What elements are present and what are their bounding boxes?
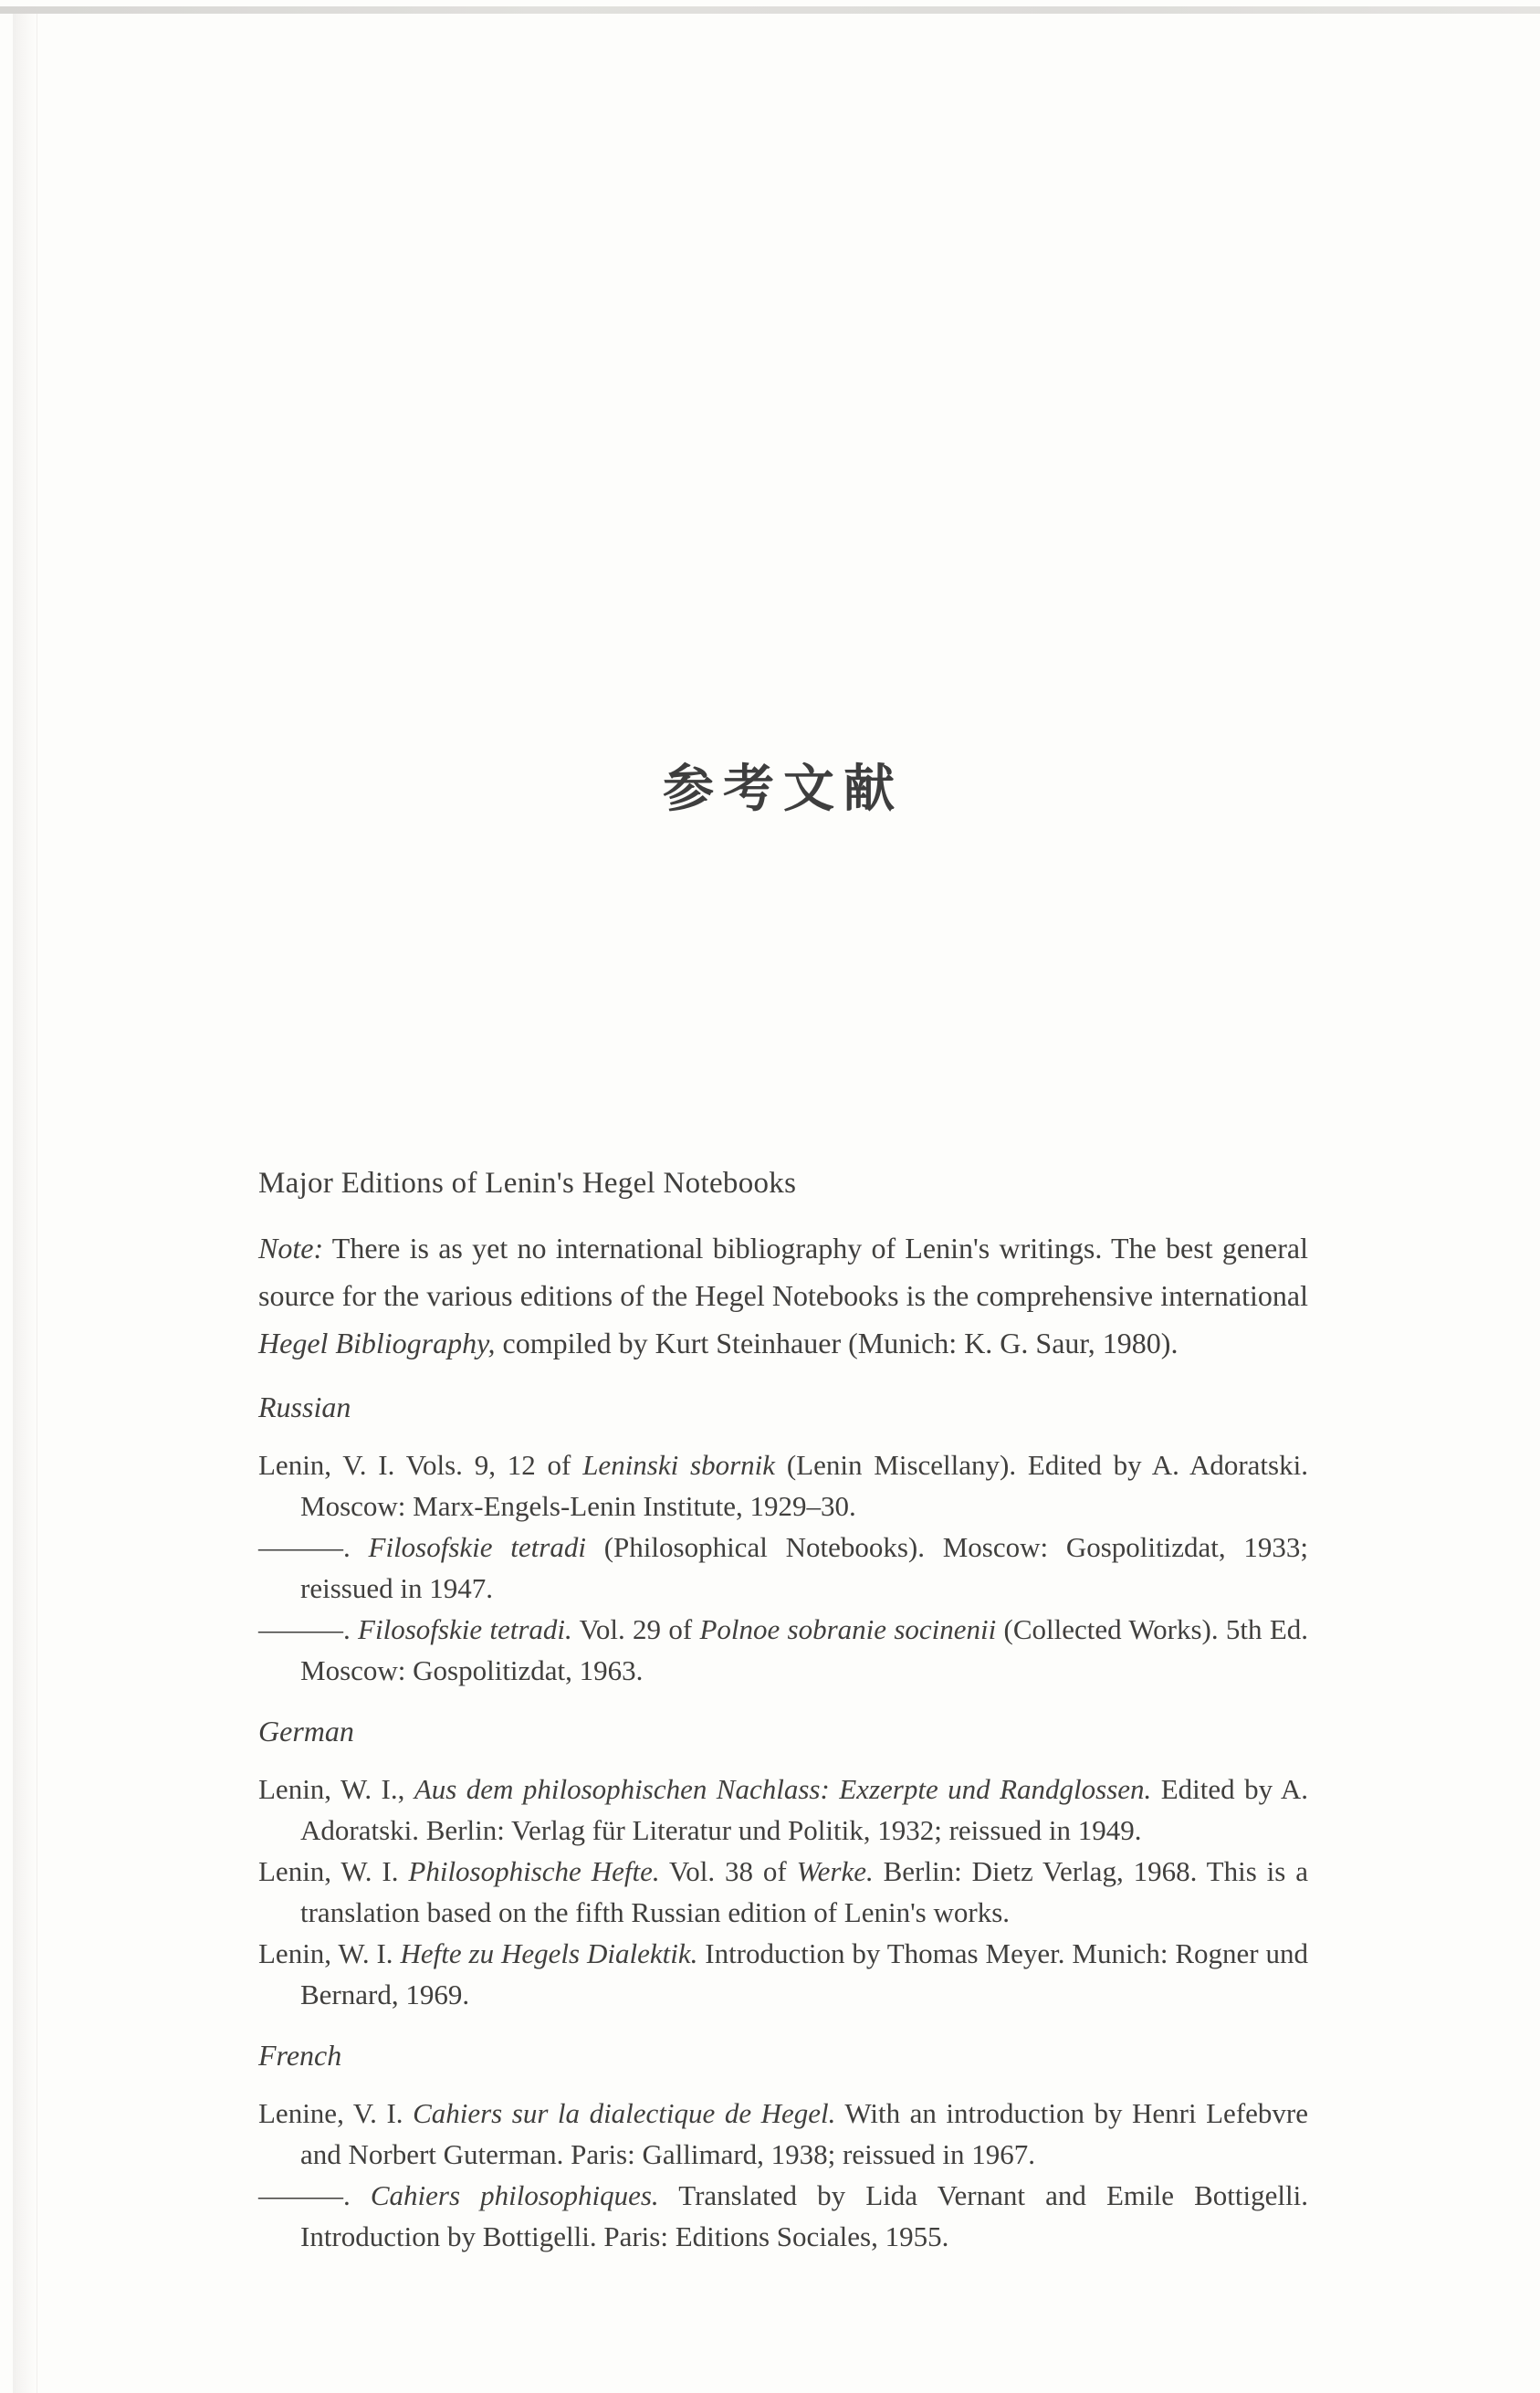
scan-top-edge [0, 6, 1540, 14]
text-segment: Philosophische Hefte. [408, 1855, 660, 1887]
text-segment: Lenin, V. I. Vols. 9, 12 of [258, 1449, 583, 1481]
text-segment: Translated by Lida Vernant and Emile Bottigelli. Introduction by Bottigelli. Paris: Editions Sociales, 1955. [300, 2179, 1308, 2252]
text-segment: Vol. 38 of [659, 1855, 797, 1887]
text-segment: Hefte zu Hegels Dialektik. [400, 1937, 698, 1969]
bibliography-entry [258, 2175, 1308, 2257]
text-segment: Leninski sbornik [582, 1449, 776, 1481]
text-segment: Lenin, W. I. [258, 1937, 401, 1969]
text-segment: ———. [258, 2179, 371, 2211]
language-section [258, 1391, 1308, 1691]
text-segment: Aus dem philosophischen Nachlass: Exzerpte und Randglossen. [414, 1773, 1152, 1805]
text-segment: Vol. 29 of [571, 1613, 700, 1645]
scan-left-edge [13, 14, 37, 2393]
text-segment: Filosofskie tetradi [368, 1531, 586, 1563]
text-segment: Introduction by Thomas Meyer. Munich: Rogner und Bernard, 1969. [300, 1937, 1308, 2010]
entry-list [258, 1444, 1308, 1691]
text-segment: Lenin, W. I. [258, 1855, 409, 1887]
note-paragraph [258, 1224, 1308, 1367]
language-heading: French [258, 2039, 342, 2072]
text-segment: ———. [258, 1531, 369, 1563]
text-segment: (Philosophical Notebooks). Moscow: Gospolitizdat, 1933; reissued in 1947. [300, 1531, 1309, 1604]
text-segment: (Lenin Miscellany). Edited by A. Adoratski. Moscow: Marx-Engels-Lenin Institute, 1929–30. [300, 1449, 1308, 1522]
bibliography-entry [258, 1933, 1308, 2015]
bibliography-entry [258, 1444, 1308, 1527]
language-section [258, 2039, 1308, 2257]
text-segment: Lenine, V. I. [258, 2097, 414, 2129]
entry-list [258, 1769, 1308, 2015]
major-editions-heading: Major Editions of Lenin's Hegel Notebooks [258, 1167, 797, 1200]
text-segment: Filosofskie tetradi. [358, 1613, 572, 1645]
language-sections [258, 1391, 1308, 2257]
text-segment: With an introduction by Henri Lefebvre and Norbert Guterman. Paris: Gallimard, 1938; reissued in 1967. [300, 2097, 1308, 2170]
text-segment: Cahiers philosophiques. [370, 2179, 659, 2211]
language-section [258, 1715, 1308, 2015]
text-segment: compiled by Kurt Steinhauer (Munich: K. G. Saur, 1980). [495, 1327, 1179, 1359]
text-segment: ———. [258, 1613, 359, 1645]
bibliography-entry [258, 1609, 1308, 1691]
bibliography-content [258, 1167, 1308, 2257]
text-segment: Werke. [796, 1855, 874, 1887]
page-title: 参考文献 [663, 760, 904, 819]
text-segment: There is as yet no international bibliography of Lenin's writings. The best general source for the various editions of the Hegel Notebooks is the comprehensive international [258, 1232, 1308, 1312]
text-segment: Berlin: Dietz Verlag, 1968. This is a translation based on the fifth Russian edition of Lenin's works. [300, 1855, 1308, 1928]
bibliography-entry [258, 1851, 1308, 1933]
text-segment: Note: [258, 1232, 324, 1265]
entry-list [258, 2093, 1308, 2257]
language-heading: Russian [258, 1391, 351, 1423]
bibliography-entry [258, 1527, 1308, 1609]
text-segment: Lenin, W. I., [258, 1773, 414, 1805]
text-segment: Polnoe sobranie socinenii [699, 1613, 997, 1645]
bibliography-entry [258, 1769, 1308, 1851]
text-segment: Hegel Bibliography, [258, 1327, 496, 1359]
text-segment: Cahiers sur la dialectique de Hegel. [413, 2097, 836, 2129]
text-segment: (Collected Works). 5th Ed. Moscow: Gospolitizdat, 1963. [300, 1613, 1309, 1686]
text-segment: Edited by A. Adoratski. Berlin: Verlag für Literatur und Politik, 1932; reissued in 1949. [300, 1773, 1308, 1846]
language-heading: German [258, 1715, 354, 1748]
bibliography-entry [258, 2093, 1308, 2175]
